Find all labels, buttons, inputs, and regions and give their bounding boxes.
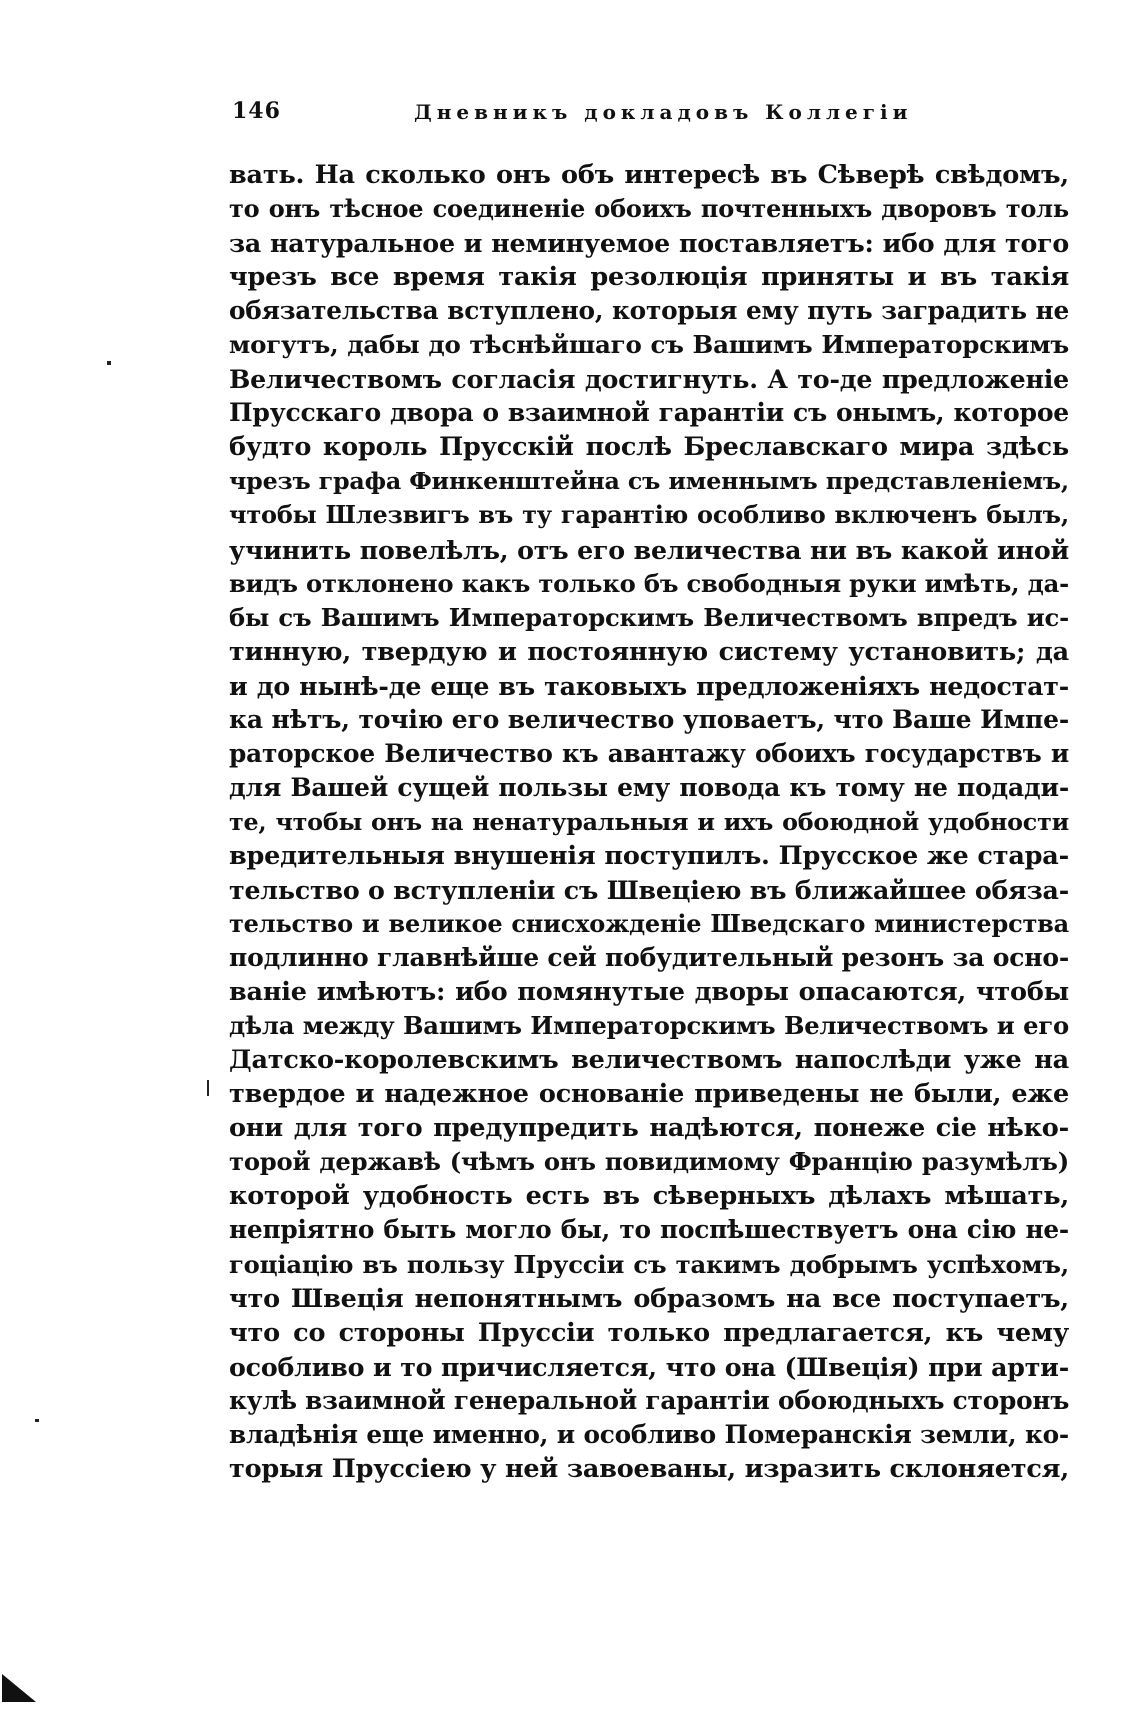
text-line: и до нынѣ-де еще въ таковыхъ предложеніяхъ недостат-	[229, 670, 1069, 701]
page-header	[232, 98, 1064, 132]
text-line: они для того предупредить надѣются, понеже сіе нѣко-	[229, 1113, 1069, 1144]
text-line: за натуральное и неминуемое поставляетъ: ибо для того	[229, 228, 1069, 259]
body-text	[229, 158, 1069, 1486]
text-line: тельство и великое снисхожденіе Шведскаго министерства	[229, 909, 1069, 939]
text-line: видъ отклонено какъ только бъ свободныя руки имѣть, да-	[229, 568, 1070, 598]
text-line: что Швеція непонятнымъ образомъ на все поступаетъ,	[229, 1283, 1069, 1314]
margin-tick	[207, 1080, 209, 1096]
running-title: Дневникъ докладовъ Коллегіи	[414, 100, 913, 124]
text-line: бы съ Вашимъ Императорскимъ Величествомъ впредъ ис-	[229, 602, 1069, 632]
text-line: Прусскаго двора о взаимной гарантіи съ онымъ, которое	[229, 398, 1069, 428]
text-line: дѣла между Вашимъ Императорскимъ Величествомъ и его	[229, 1011, 1069, 1041]
text-line: для Вашей сущей пользы ему повода къ тому не подади-	[229, 772, 1069, 802]
text-line: тельство о вступленіи съ Швеціею въ ближайшее обяза-	[229, 874, 1069, 905]
text-line: торой державѣ (чѣмъ онъ повидимому Францію разумѣлъ)	[229, 1147, 1069, 1177]
margin-speck	[35, 1419, 39, 1422]
text-line: подлинно главнѣйше сей побудительный резонъ за осно-	[229, 943, 1069, 973]
scan-corner-marker	[2, 1674, 36, 1702]
text-line: которой удобность есть въ сѣверныхъ дѣлахъ мѣшать,	[229, 1181, 1069, 1212]
page-number: 146	[232, 98, 281, 124]
text-line: вать. На сколько онъ объ интересѣ въ Сѣверѣ свѣдомъ,	[229, 160, 1069, 190]
text-line: раторское Величество къ авантажу обоихъ государствъ и	[229, 738, 1069, 768]
text-line: ваніе имѣютъ: ибо помянутые дворы опасаются, чтобы	[229, 977, 1069, 1008]
text-line: Величествомъ согласія достигнуть. А то-де предложеніе	[229, 364, 1069, 395]
text-line: будто король Прусскій послѣ Бреславскаго мира здѣсь	[229, 432, 1069, 463]
text-line: чрезъ графа Финкенштейна съ именнымъ представленіемъ,	[229, 467, 1069, 496]
text-line: непріятно быть могло бы, то поспѣшествуетъ она сію не-	[229, 1215, 1069, 1245]
text-line: владѣнія еще именно, и особливо Померанскія земли, ко-	[229, 1419, 1069, 1449]
text-line: твердое и надежное основаніе приведены не были, еже	[229, 1079, 1069, 1110]
text-line: чрезъ все время такія резолюція приняты и въ такія	[229, 262, 1069, 293]
text-line: торыя Пруссіею у ней завоеваны, изразить склоняется,	[229, 1453, 1070, 1484]
text-line: чтобы Шлезвигъ въ ту гарантію особливо включенъ былъ,	[229, 500, 1069, 530]
text-line: те, чтобы онъ на ненатуральныя и ихъ обоюдной удобности	[229, 807, 1069, 836]
margin-speck	[107, 361, 111, 365]
text-line: кулѣ взаимной генеральной гарантіи обоюдныхъ сторонъ	[229, 1385, 1070, 1415]
text-line: Датско-королевскимъ величествомъ напослѣди уже на	[229, 1045, 1069, 1076]
text-line: тинную, твердую и постоянную систему установить; да	[229, 636, 1069, 667]
text-line: особливо и то причисляется, что она (Швеція) при арти-	[229, 1351, 1069, 1382]
text-line: то онъ тѣсное соединеніе обоихъ почтенныхъ дворовъ толь	[229, 194, 1069, 224]
text-line: ка нѣтъ, точію его величество уповаетъ, что Ваше Импе-	[229, 704, 1069, 734]
text-line: обязательства вступлено, которыя ему путь заградить не	[229, 296, 1069, 326]
text-line: могутъ, дабы до тѣснѣйшаго съ Вашимъ Императорскимъ	[229, 330, 1069, 360]
text-line: вредительныя внушенія поступилъ. Прусское же стара-	[229, 840, 1069, 871]
text-line: что со стороны Пруссіи только предлагается, къ чему	[229, 1317, 1069, 1348]
text-line: гоціацію въ пользу Пруссіи съ такимъ добрымъ успѣхомъ,	[229, 1249, 1069, 1279]
text-line: учинить повелѣлъ, отъ его величества ни въ какой иной	[229, 534, 1069, 565]
